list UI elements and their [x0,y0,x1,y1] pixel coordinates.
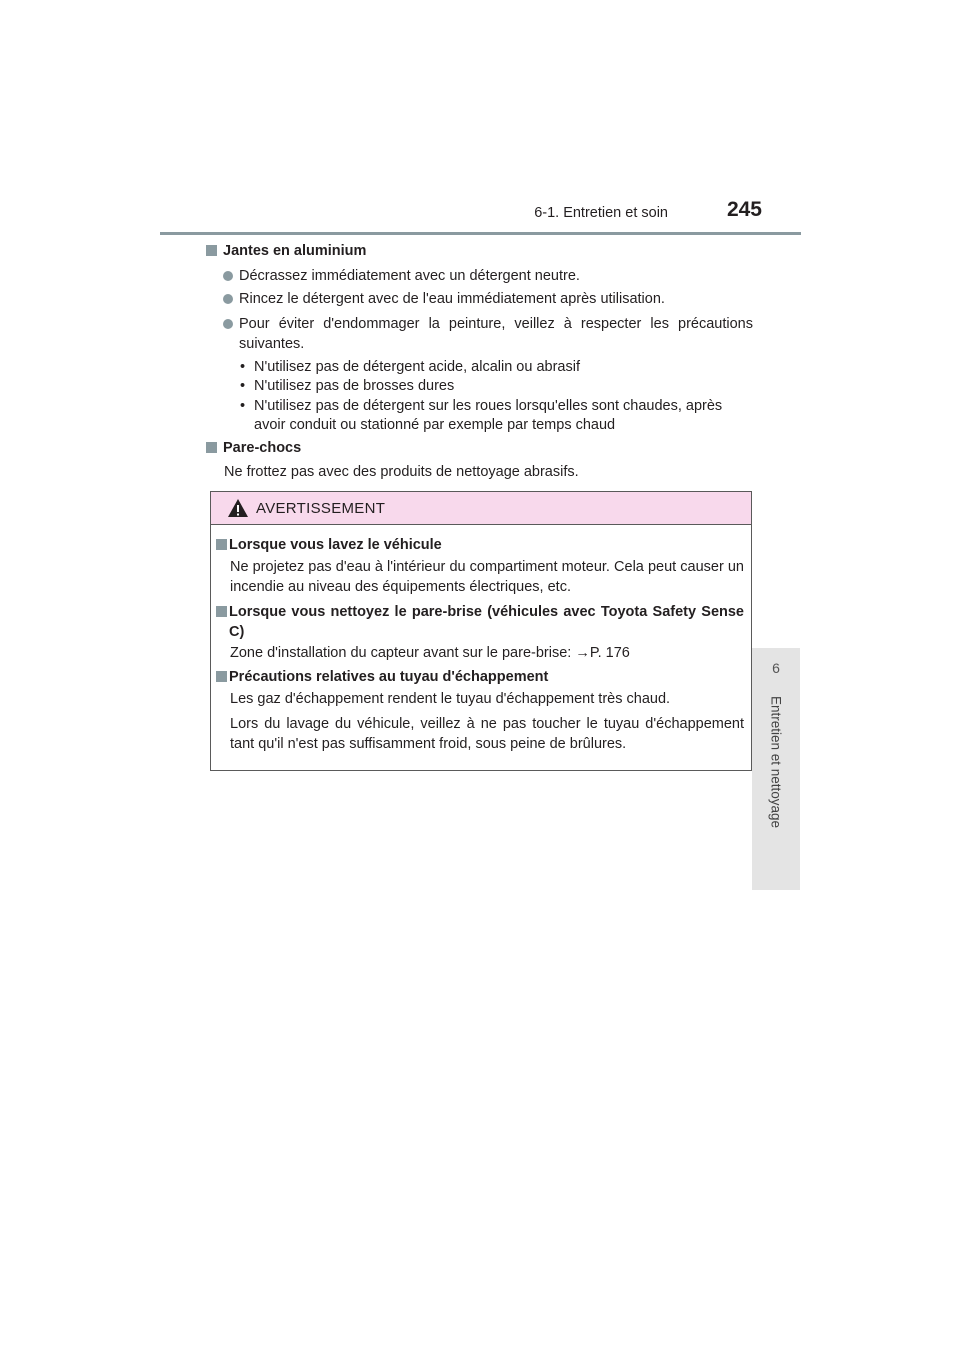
round-bullet-icon [223,319,233,329]
round-bullet-icon [223,271,233,281]
parechocs-text: Ne frottez pas avec des produits de nettoyage abrasifs. [224,464,579,480]
warning-title: AVERTISSEMENT [256,500,386,517]
warning-text: Zone d'installation du capteur avant sur le pare-brise: →P. 176 [230,645,630,661]
warning-box [210,491,752,771]
warning-heading-text: Lorsque vous nettoyez le pare-brise (véhicules avec Toyota Safety Sense C) [229,604,744,640]
heading-parechocs [206,440,301,456]
square-bullet-icon [216,606,227,617]
warning-heading-text: Précautions relatives au tuyau d'échappement [229,669,549,685]
warning-header [211,492,751,525]
page-number: 245 [726,198,762,221]
warning-heading-echappement [216,667,744,687]
bullet-item [223,314,753,354]
sub-bullet-text: N'utilisez pas de détergent acide, alcalin ou abrasif [254,359,580,375]
square-bullet-icon [216,671,227,682]
dot-marker: • [240,359,246,375]
bullet-text: Pour éviter d'endommager la peinture, veillez à respecter les précautions suivantes. [239,316,753,352]
bullet-text: Rincez le détergent avec de l'eau immédiatement après utilisation. [239,291,665,307]
sub-bullet-text: N'utilisez pas de brosses dures [254,378,455,394]
chapter-tab [752,648,800,890]
warning-heading-text: Lorsque vous lavez le véhicule [229,537,442,553]
square-bullet-icon [206,245,217,256]
warning-heading-parebrise [216,602,744,642]
sub-bullet-item [240,377,750,396]
bullet-text: Décrassez immédiatement avec un détergent neutre. [239,268,580,284]
square-bullet-icon [216,539,227,550]
section-title: 6-1. Entretien et soin [534,205,668,221]
dot-marker: • [240,398,246,414]
header-rule [160,232,801,235]
dot-marker: • [240,378,246,394]
warning-text: Lors du lavage du véhicule, veillez à ne pas toucher le tuyau d'échappement tant qu'il n'est pas suffisamment froid, sous peine de brûlures. [230,716,744,752]
sub-bullet-item [240,358,750,377]
warning-text: Ne projetez pas d'eau à l'intérieur du compartiment moteur. Cela peut causer un incendie au niveau des équipements électriques, etc. [230,559,744,595]
heading-jantes [206,243,366,259]
warning-triangle-icon [227,498,249,518]
bullet-item [223,289,753,309]
round-bullet-icon [223,294,233,304]
heading-parechocs-text: Pare-chocs [223,440,302,456]
chapter-number: 6 [772,660,780,676]
warning-heading-lavage [216,535,744,555]
heading-jantes-text: Jantes en aluminium [223,243,367,259]
warning-text: Les gaz d'échappement rendent le tuyau d'échappement très chaud. [230,691,671,707]
sub-bullet-text: N'utilisez pas de détergent sur les roues lorsqu'elles sont chaudes, après avoir conduit ou stationné par exemple par temps chaud [254,398,723,433]
bullet-item [223,266,753,286]
chapter-label: Entretien et nettoyage [768,695,784,829]
square-bullet-icon [206,442,217,453]
sub-bullet-item [240,397,750,435]
